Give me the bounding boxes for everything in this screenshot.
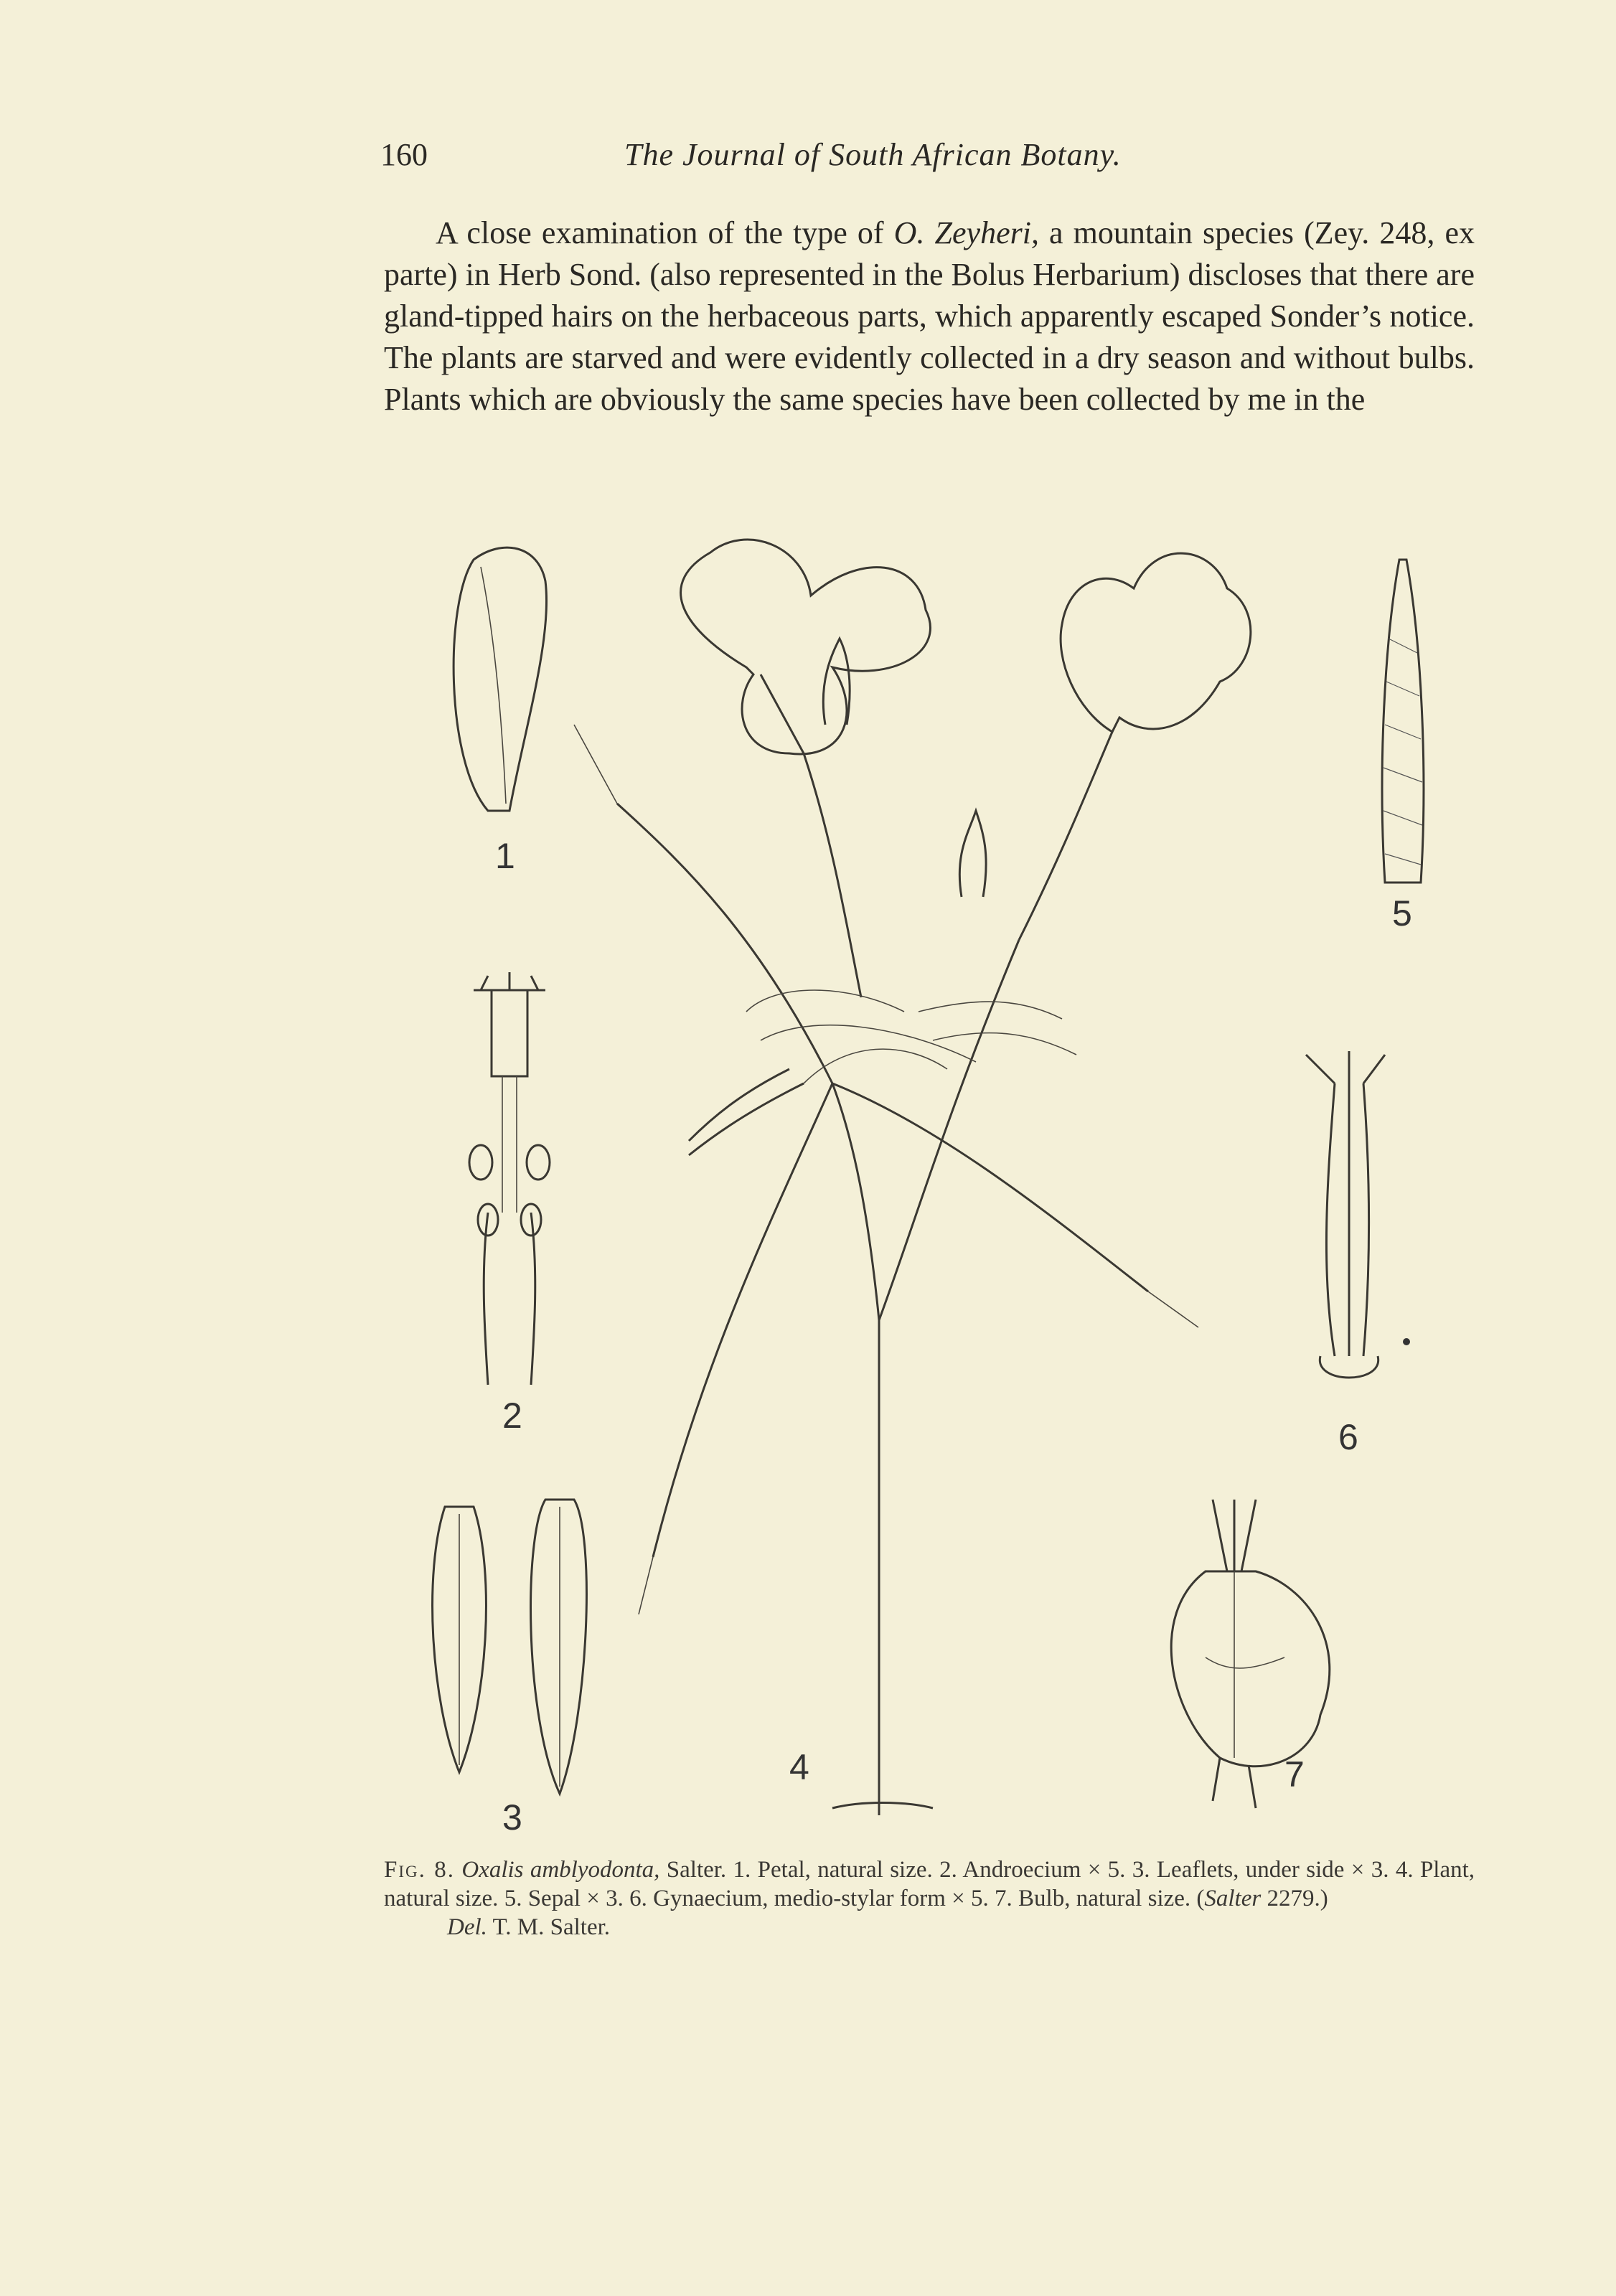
figure-caption (384, 1855, 1475, 1942)
body-paragraph (384, 212, 1475, 420)
body-text-2: a mountain species (Zey. 248, ex parte) in Herb Sond. (also represented in the Bolus Herbarium) discloses that there are gland-tipped hairs on the herbaceous parts, which apparently escaped Sonder’s notice. The plants are starved and were evidently collected in a dry season and without bulbs. Plants which are obviously the same species have been collected by me in the (384, 215, 1475, 417)
figure-number-6: 6 (1338, 1417, 1358, 1457)
caption-species: Oxalis amblyodonta, (461, 1857, 660, 1883)
petal-drawing (454, 547, 546, 876)
caption-item-7: 7. Bulb, natural size. (995, 1886, 1191, 1911)
figure-number-5: 5 (1392, 893, 1412, 933)
running-title: The Journal of South African Botany. (624, 137, 1122, 172)
body-text-1: A close examination of the type of (436, 215, 894, 250)
caption-item-2: 2. Androecium × 5. (939, 1857, 1126, 1883)
caption-item-4: 4. Plant, natural size. (384, 1857, 1475, 1911)
caption-artist: T. M. Salter. (487, 1914, 611, 1940)
caption-collector-open: ( (1196, 1886, 1205, 1911)
figure-number-2: 2 (502, 1396, 522, 1436)
androecium-drawing (469, 972, 550, 1436)
gynaecium-drawing (1306, 1051, 1410, 1457)
caption-author: Salter. (659, 1857, 727, 1883)
figure-number-4: 4 (789, 1747, 809, 1787)
leaflets-drawing (433, 1500, 587, 1838)
caption-item-6: 6. Gynaecium, medio-stylar form × 5. (629, 1886, 989, 1911)
specimen-dot (1403, 1338, 1410, 1345)
caption-item-3: 3. Leaflets, under side × 3. (1132, 1857, 1389, 1883)
figure-number-3: 3 (502, 1797, 522, 1838)
caption-collector-number: 2279.) (1261, 1886, 1328, 1911)
figure-label: Fig. 8. (384, 1857, 455, 1883)
species-name: O. Zeyheri, (893, 215, 1039, 250)
bulb-drawing (1171, 1500, 1330, 1808)
page-number: 160 (380, 137, 428, 172)
caption-item-1: 1. Petal, natural size. (733, 1857, 933, 1883)
caption-del: Del. (447, 1914, 487, 1940)
caption-item-5: 5. Sepal × 3. (504, 1886, 624, 1911)
sepal-drawing (1382, 560, 1424, 933)
plant-drawing (574, 540, 1251, 1815)
caption-collector: Salter (1204, 1886, 1262, 1911)
figure-number-1: 1 (495, 836, 515, 876)
page-header (380, 136, 1478, 179)
figure-number-7: 7 (1284, 1754, 1305, 1794)
botanical-figure (402, 495, 1478, 1844)
